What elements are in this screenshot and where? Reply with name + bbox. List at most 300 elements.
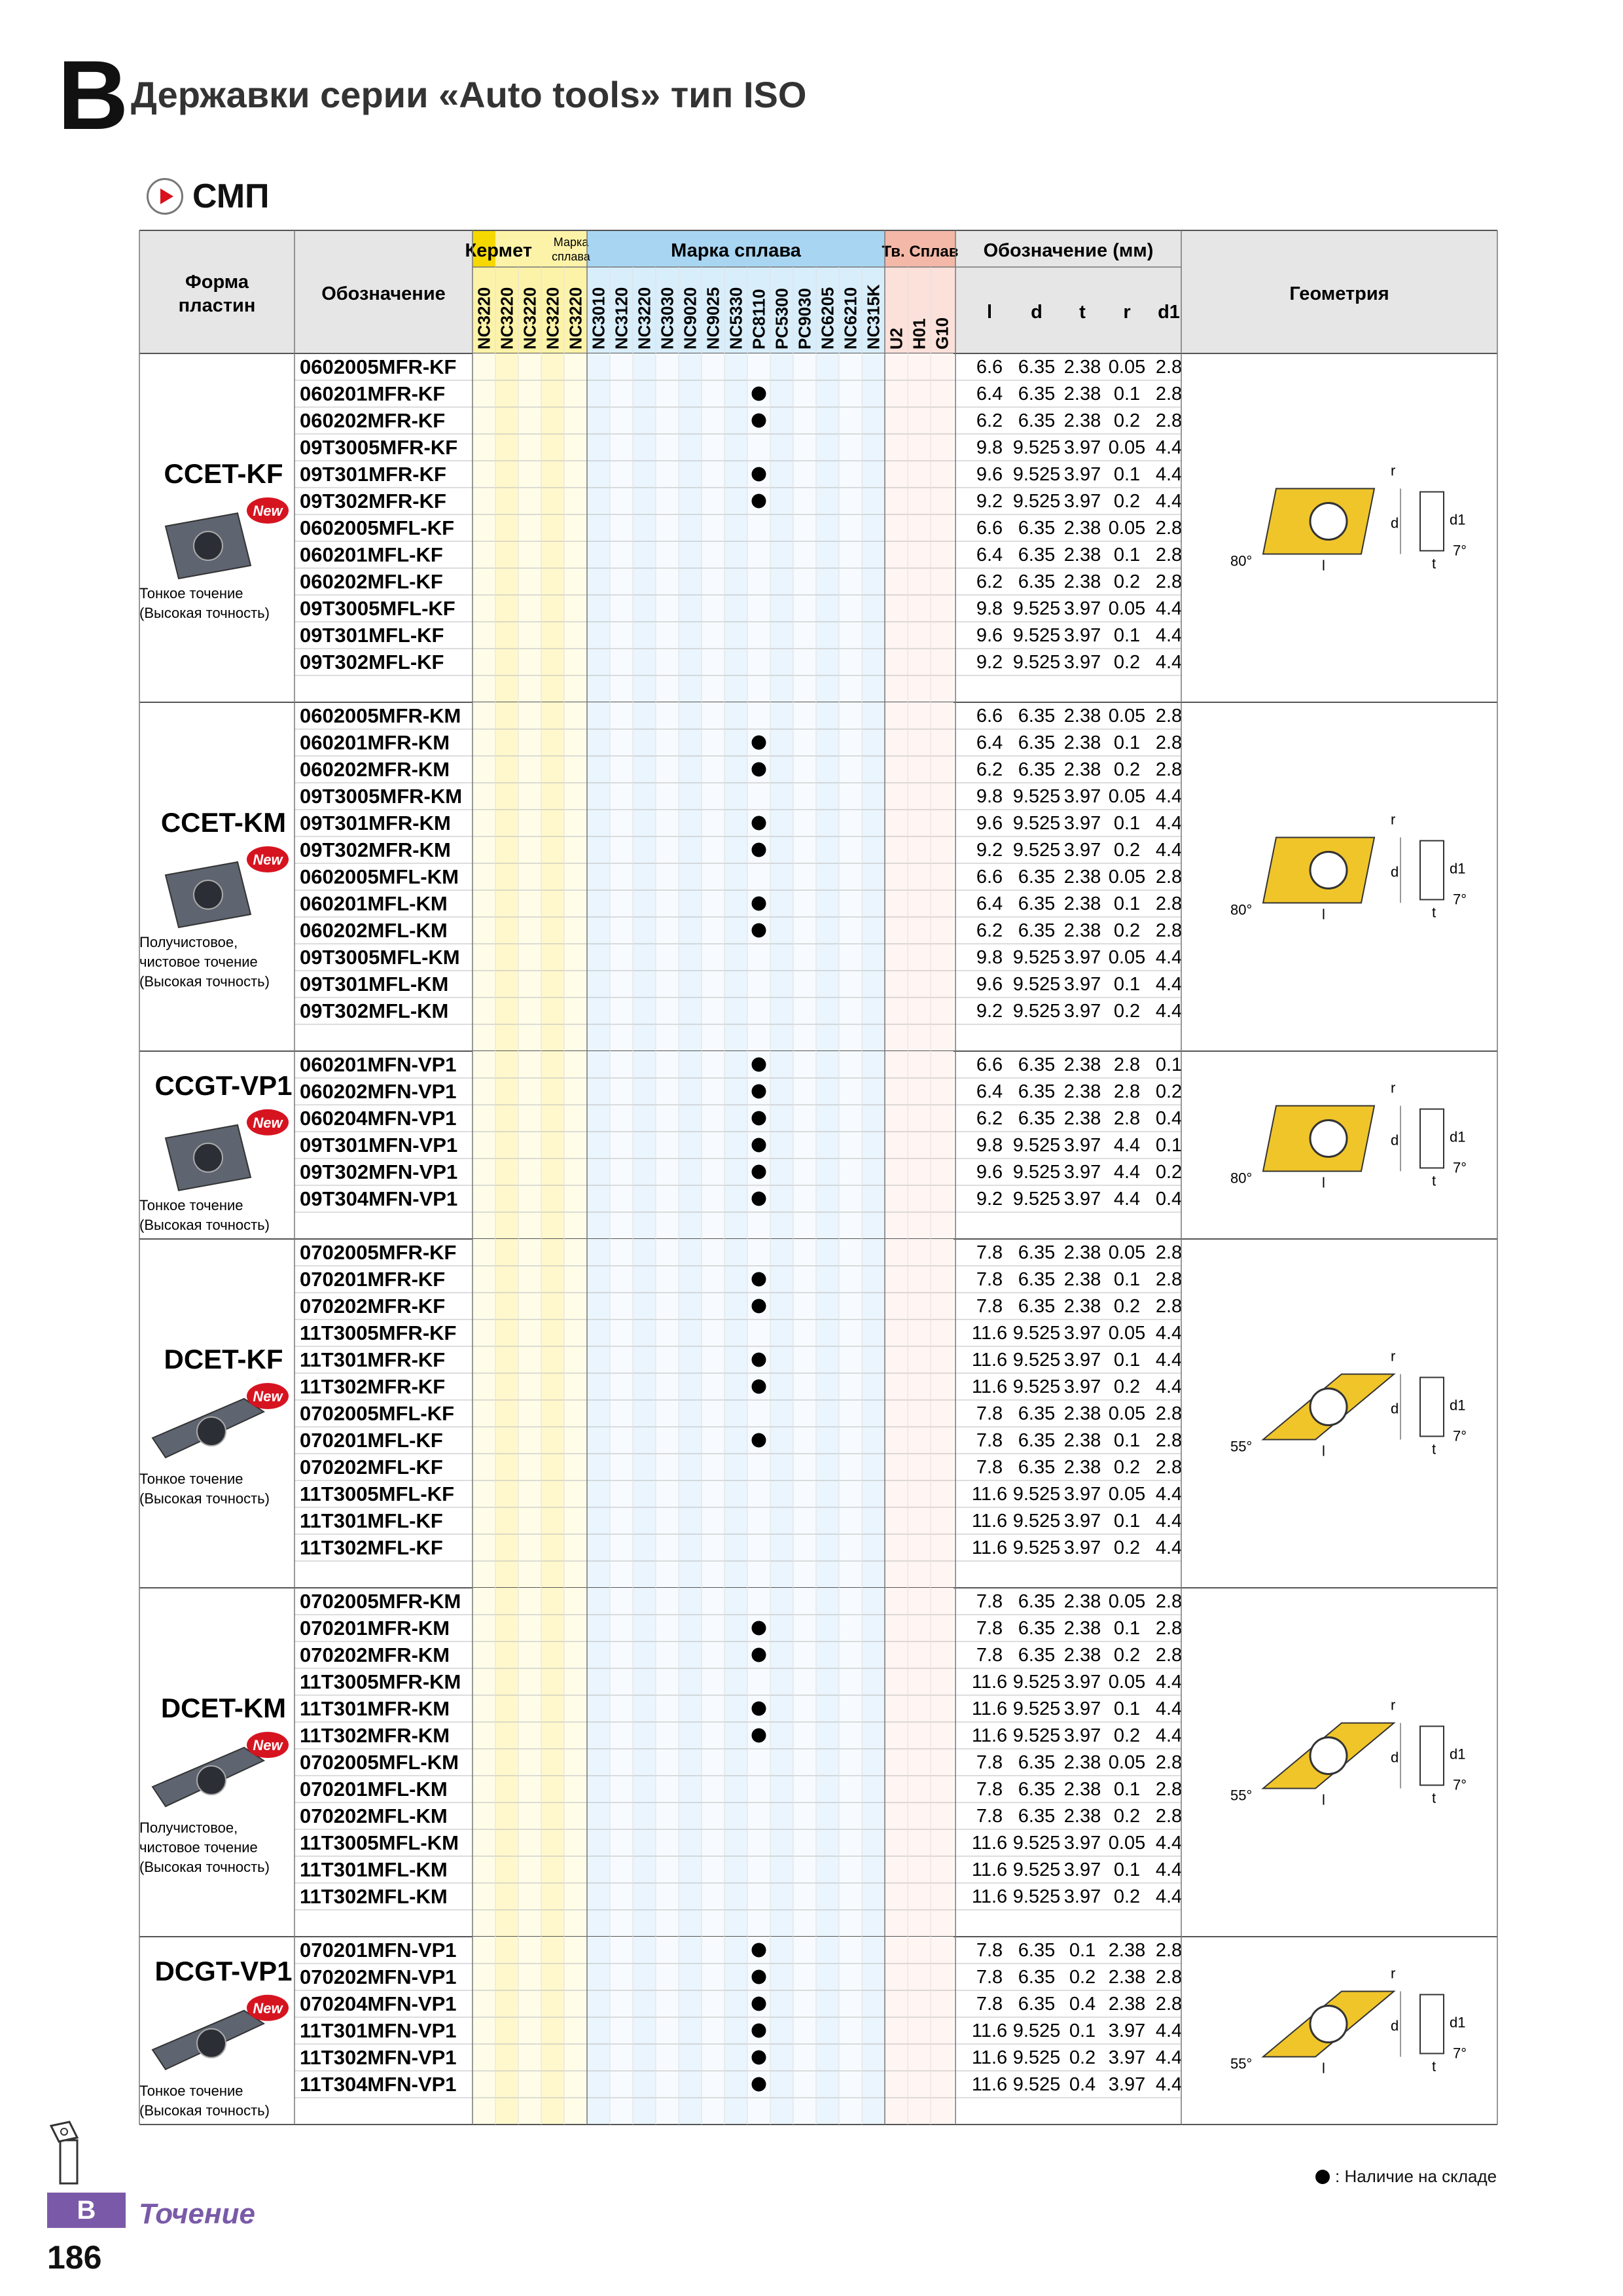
dim-value: 6.6 xyxy=(976,1054,1003,1075)
designation-code: 0702005MFL-KF xyxy=(300,1402,455,1425)
dim-value: 6.35 xyxy=(1018,920,1056,941)
grade-column-bg xyxy=(885,1051,908,1239)
usage-description: (Высокая точность) xyxy=(139,605,270,621)
dim-value: 2.8 xyxy=(1155,1752,1183,1773)
dim-value: 9.525 xyxy=(1012,652,1061,673)
dim-value: 11.6 xyxy=(971,1859,1008,1880)
dim-value: 3.97 xyxy=(1063,1833,1101,1854)
designation-code: 11T3005MFL-KF xyxy=(300,1482,455,1505)
dim-value: 4.4 xyxy=(1155,1376,1183,1397)
dim-value: 7.8 xyxy=(976,1967,1003,1988)
grade-column-bg xyxy=(816,1937,839,2125)
new-badge-text: New xyxy=(253,1388,283,1405)
dim-value: 0.05 xyxy=(1108,598,1146,619)
dim-value: 2.38 xyxy=(1063,1403,1101,1424)
geometry-hole xyxy=(1310,1738,1347,1774)
designation-code: 070201MFR-KM xyxy=(300,1617,450,1640)
grade-column-bg xyxy=(862,353,885,702)
grade-column-bg xyxy=(541,702,564,1051)
designation-code: 09T3005MFR-KM xyxy=(300,785,463,808)
dim-value: 0.4 xyxy=(1155,1108,1183,1129)
designation-code: 11T304MFN-VP1 xyxy=(300,2073,457,2096)
dim-value: 9.2 xyxy=(976,491,1003,512)
dim-value: 2.8 xyxy=(1155,384,1183,404)
grade-column-bg xyxy=(473,1051,495,1239)
dim-value: 0.1 xyxy=(1113,1779,1141,1800)
grade-column-bg xyxy=(724,1051,747,1239)
grade-column-bg xyxy=(793,353,816,702)
dim-value: 0.2 xyxy=(1113,491,1141,512)
insert-shape-name: CCET-KM xyxy=(160,807,287,838)
designation-code: 09T302MFL-KM xyxy=(300,999,449,1022)
stock-legend xyxy=(1315,2166,1497,2187)
designation-code: 09T302MFL-KF xyxy=(300,651,444,673)
geo-angle-7: 7° xyxy=(1453,542,1467,559)
grade-column-bg xyxy=(793,1239,816,1588)
dim-value: 4.4 xyxy=(1155,1833,1183,1854)
grade-column-bg xyxy=(518,353,541,702)
stock-dot xyxy=(752,387,766,401)
dim-value: 3.97 xyxy=(1063,1859,1101,1880)
grade-column-bg xyxy=(610,1239,633,1588)
dim-value: 2.8 xyxy=(1155,1242,1183,1263)
grade-column-bg xyxy=(816,1588,839,1937)
dim-value: 9.525 xyxy=(1012,491,1061,512)
grade-label: PC9030 xyxy=(794,288,815,350)
grade-column-bg xyxy=(908,1588,931,1937)
alloy-small-header: сплава xyxy=(552,250,590,263)
dim-value: 0.05 xyxy=(1108,1323,1146,1344)
designation-code: 09T3005MFL-KF xyxy=(300,597,455,620)
dim-value: 6.35 xyxy=(1018,1054,1056,1075)
dim-label-r: r xyxy=(1123,302,1131,323)
grade-column-bg xyxy=(931,1051,954,1239)
designation-code: 0602005MFR-KF xyxy=(300,355,457,378)
geo-r: r xyxy=(1391,462,1396,479)
grade-label: NC315K xyxy=(863,284,883,350)
dim-value: 6.35 xyxy=(1018,1242,1056,1263)
grade-label: NC5330 xyxy=(726,287,746,350)
designation-code: 11T3005MFR-KF xyxy=(300,1321,457,1344)
grade-column-bg xyxy=(541,1051,564,1239)
dim-value: 6.4 xyxy=(976,1081,1003,1102)
dim-value: 9.6 xyxy=(976,974,1003,995)
dim-value: 0.2 xyxy=(1113,840,1141,861)
dim-value: 9.2 xyxy=(976,1189,1003,1210)
grade-column-bg xyxy=(587,1937,610,2125)
grade-column-bg xyxy=(770,1588,793,1937)
dim-value: 2.38 xyxy=(1063,867,1101,888)
grade-column-bg xyxy=(633,353,656,702)
grade-column-bg xyxy=(816,1239,839,1588)
dim-value: 3.97 xyxy=(1063,947,1101,968)
dim-value: 0.2 xyxy=(1113,920,1141,941)
dim-value: 6.35 xyxy=(1018,1457,1056,1478)
stock-dot xyxy=(752,1970,766,1984)
dim-value: 0.2 xyxy=(1113,1537,1141,1558)
stock-dot xyxy=(752,1272,766,1287)
dim-value: 7.8 xyxy=(976,1457,1003,1478)
dim-value: 4.4 xyxy=(1155,1672,1183,1693)
grade-column-bg xyxy=(610,1588,633,1937)
dim-value: 3.97 xyxy=(1063,437,1101,458)
dim-value: 9.525 xyxy=(1012,464,1061,485)
designation-code: 11T301MFL-KM xyxy=(300,1858,448,1881)
grade-column-bg xyxy=(885,353,908,702)
geo-r: r xyxy=(1391,1696,1396,1713)
dim-value: 3.97 xyxy=(1063,1537,1101,1558)
dim-value: 11.6 xyxy=(971,1833,1008,1854)
stock-dot xyxy=(752,467,766,482)
geo-angle-7: 7° xyxy=(1453,891,1467,908)
grade-column-bg xyxy=(724,702,747,1051)
dim-value: 2.8 xyxy=(1155,1967,1183,1988)
dim-value: 0.05 xyxy=(1108,706,1146,726)
designation-code: 11T301MFR-KF xyxy=(300,1348,446,1371)
new-badge-text: New xyxy=(253,1737,283,1753)
dim-value: 6.2 xyxy=(976,920,1003,941)
dim-value: 3.97 xyxy=(1108,2074,1146,2095)
dim-value: 3.97 xyxy=(1063,1886,1101,1907)
stock-dot xyxy=(752,1380,766,1394)
dim-value: 11.6 xyxy=(971,2074,1008,2095)
dim-value: 6.35 xyxy=(1018,1994,1056,2015)
dim-value: 2.38 xyxy=(1063,1752,1101,1773)
stock-dot xyxy=(752,1085,766,1099)
grade-column-bg xyxy=(679,1239,702,1588)
grade-column-bg xyxy=(862,702,885,1051)
dim-value: 2.8 xyxy=(1155,893,1183,914)
dim-value: 6.35 xyxy=(1018,867,1056,888)
dim-value: 2.8 xyxy=(1155,1457,1183,1478)
dim-value: 0.1 xyxy=(1155,1054,1183,1075)
dim-value: 0.1 xyxy=(1113,625,1141,646)
designation-code: 11T302MFL-KM xyxy=(300,1885,448,1908)
dim-value: 2.38 xyxy=(1063,706,1101,726)
dim-value: 9.525 xyxy=(1012,437,1061,458)
geo-angle-7: 7° xyxy=(1453,1776,1467,1793)
grade-label: NC3030 xyxy=(657,287,677,350)
grade-column-bg xyxy=(885,1588,908,1937)
dim-value: 0.05 xyxy=(1108,1591,1146,1612)
designation-code: 060202MFL-KM xyxy=(300,919,448,942)
dim-value: 9.525 xyxy=(1012,1886,1061,1907)
dim-value: 4.4 xyxy=(1155,1698,1183,1719)
designation-code: 0702005MFR-KF xyxy=(300,1241,457,1264)
dim-value: 6.35 xyxy=(1018,571,1056,592)
dim-value: 6.35 xyxy=(1018,1269,1056,1290)
geometry-hole xyxy=(1310,2006,1347,2043)
grade-column-bg xyxy=(908,1239,931,1588)
dim-value: 6.35 xyxy=(1018,1108,1056,1129)
usage-description: (Высокая точность) xyxy=(139,973,270,990)
dim-value: 0.1 xyxy=(1155,1135,1183,1156)
grade-column-bg xyxy=(679,1588,702,1937)
grade-column-bg xyxy=(770,702,793,1051)
designation-code: 09T301MFR-KF xyxy=(300,463,446,486)
stock-dot xyxy=(752,924,766,938)
turning-tool-icon xyxy=(47,2121,93,2186)
grade-column-bg xyxy=(587,353,610,702)
geometry-side-view xyxy=(1420,1727,1444,1785)
geo-d: d xyxy=(1391,1400,1399,1417)
dim-value: 6.4 xyxy=(976,384,1003,404)
designation-code: 060201MFR-KM xyxy=(300,731,450,754)
grade-column-bg xyxy=(770,1239,793,1588)
geo-d1: d1 xyxy=(1450,1128,1466,1145)
dim-value: 0.2 xyxy=(1113,1001,1141,1022)
usage-description: (Высокая точность) xyxy=(139,1859,270,1875)
grade-column-bg xyxy=(862,1588,885,1937)
designation-code: 060202MFR-KF xyxy=(300,409,446,432)
dim-value: 6.35 xyxy=(1018,1403,1056,1424)
dim-value: 2.38 xyxy=(1063,545,1101,565)
stock-dot xyxy=(752,2051,766,2065)
grade-column-bg xyxy=(473,1937,495,2125)
grade-column-bg xyxy=(564,1051,587,1239)
grade-column-bg xyxy=(793,1588,816,1937)
dim-value: 2.8 xyxy=(1155,1403,1183,1424)
dim-value: 2.38 xyxy=(1063,920,1101,941)
dim-value: 3.97 xyxy=(1063,1135,1101,1156)
dim-value: 11.6 xyxy=(971,2047,1008,2068)
dim-value: 2.38 xyxy=(1063,759,1101,780)
grade-column-bg xyxy=(908,1051,931,1239)
grade-column-bg xyxy=(885,1239,908,1588)
dim-value: 6.35 xyxy=(1018,410,1056,431)
designation-code: 060201MFL-KM xyxy=(300,892,448,915)
dim-value: 0.05 xyxy=(1108,1403,1146,1424)
dim-value: 0.05 xyxy=(1108,947,1146,968)
grade-label: NC9025 xyxy=(703,287,723,350)
dim-value: 9.525 xyxy=(1012,1698,1061,1719)
dim-value: 2.38 xyxy=(1063,571,1101,592)
dim-value: 3.97 xyxy=(1063,1376,1101,1397)
geo-angle-7: 7° xyxy=(1453,2045,1467,2062)
grade-column-bg xyxy=(793,702,816,1051)
designation-code: 09T301MFL-KM xyxy=(300,973,449,996)
geo-angle-7: 7° xyxy=(1453,1159,1467,1176)
dim-value: 9.525 xyxy=(1012,2047,1061,2068)
stock-dot xyxy=(752,1648,766,1662)
grade-column-bg xyxy=(816,1051,839,1239)
grade-column-bg xyxy=(610,1937,633,2125)
grade-column-bg xyxy=(793,1937,816,2125)
geometry-side-view xyxy=(1420,1109,1444,1168)
dim-value: 0.4 xyxy=(1069,1994,1096,2015)
designation-code: 070201MFN-VP1 xyxy=(300,1939,457,1962)
grade-column-bg xyxy=(495,1051,518,1239)
grade-column-bg xyxy=(702,1239,724,1588)
grade-label: NC6210 xyxy=(840,287,861,350)
geo-l: l xyxy=(1322,1791,1325,1808)
dim-value: 2.8 xyxy=(1155,706,1183,726)
dim-value: 9.525 xyxy=(1012,1162,1061,1183)
dim-value: 7.8 xyxy=(976,1645,1003,1666)
stock-dot xyxy=(752,414,766,428)
geometry-hole xyxy=(1310,852,1347,889)
dim-value: 2.8 xyxy=(1113,1054,1141,1075)
grade-label: NC3220 xyxy=(634,287,654,350)
insert-shape-name: DCET-KF xyxy=(164,1344,283,1374)
dim-value: 4.4 xyxy=(1155,840,1183,861)
grade-column-bg xyxy=(908,353,931,702)
grade-column-bg xyxy=(724,1239,747,1588)
dim-value: 2.8 xyxy=(1155,1645,1183,1666)
dim-value: 0.05 xyxy=(1108,867,1146,888)
dim-value: 6.4 xyxy=(976,893,1003,914)
designation-code: 070202MFR-KM xyxy=(300,1643,450,1666)
geometry-hole xyxy=(1310,1121,1347,1157)
dim-value: 0.1 xyxy=(1113,1618,1141,1639)
designation-code: 09T301MFN-VP1 xyxy=(300,1134,458,1157)
dim-value: 0.2 xyxy=(1113,410,1141,431)
dim-value: 11.6 xyxy=(971,1672,1008,1693)
dim-value: 0.1 xyxy=(1113,813,1141,834)
grade-column-bg xyxy=(633,1239,656,1588)
dim-value: 0.2 xyxy=(1113,1457,1141,1478)
dim-value: 2.8 xyxy=(1155,410,1183,431)
dim-value: 9.525 xyxy=(1012,974,1061,995)
geo-l: l xyxy=(1322,1174,1325,1191)
designation-code: 09T3005MFR-KF xyxy=(300,436,458,459)
alloy-small-header: Марка xyxy=(553,236,589,249)
dim-value: 4.4 xyxy=(1155,974,1183,995)
geo-corner-angle: 80° xyxy=(1230,1170,1253,1187)
dim-value: 9.525 xyxy=(1012,1537,1061,1558)
insert-shape-name: DCET-KM xyxy=(160,1693,287,1723)
insert-hole xyxy=(194,531,223,560)
dim-value: 3.97 xyxy=(1063,840,1101,861)
grade-column-bg xyxy=(770,353,793,702)
dim-value: 4.4 xyxy=(1113,1189,1141,1210)
dim-value: 6.6 xyxy=(976,706,1003,726)
dim-value: 0.05 xyxy=(1108,357,1146,378)
dim-value: 2.38 xyxy=(1063,1806,1101,1827)
grade-column-bg xyxy=(587,1239,610,1588)
dim-value: 3.97 xyxy=(1063,1672,1101,1693)
dim-value: 11.6 xyxy=(971,1376,1008,1397)
dim-value: 4.4 xyxy=(1155,652,1183,673)
dim-value: 0.2 xyxy=(1113,1296,1141,1317)
dim-value: 2.8 xyxy=(1155,867,1183,888)
grade-column-bg xyxy=(541,353,564,702)
grade-column-bg xyxy=(633,702,656,1051)
dim-value: 6.35 xyxy=(1018,1752,1056,1773)
designation-code: 070202MFL-KM xyxy=(300,1804,448,1827)
dim-value: 0.4 xyxy=(1069,2074,1096,2095)
designation-code: 11T302MFN-VP1 xyxy=(300,2046,457,2069)
designation-code: 070201MFL-KM xyxy=(300,1778,448,1801)
dim-value: 0.1 xyxy=(1113,1350,1141,1371)
insert-hole xyxy=(197,2029,226,2058)
grade-column-bg xyxy=(495,702,518,1051)
dim-value: 0.1 xyxy=(1113,732,1141,753)
dim-value: 7.8 xyxy=(976,1752,1003,1773)
grade-column-bg xyxy=(656,702,679,1051)
grade-column-bg xyxy=(541,1588,564,1937)
dim-value: 6.35 xyxy=(1018,893,1056,914)
dim-value: 0.2 xyxy=(1113,1725,1141,1746)
dim-value: 2.38 xyxy=(1063,1108,1101,1129)
dim-value: 9.2 xyxy=(976,652,1003,673)
dim-value: 2.8 xyxy=(1155,1940,1183,1961)
dim-value: 11.6 xyxy=(971,1725,1008,1746)
dim-value: 9.525 xyxy=(1012,598,1061,619)
grade-column-bg xyxy=(747,702,770,1051)
new-badge-text: New xyxy=(253,1114,283,1131)
dim-value: 2.38 xyxy=(1063,1242,1101,1263)
usage-description: Получистовое, xyxy=(139,934,238,950)
stock-dot xyxy=(752,1165,766,1179)
dim-value: 2.8 xyxy=(1155,759,1183,780)
dim-value: 3.97 xyxy=(1063,652,1101,673)
dim-value: 6.35 xyxy=(1018,518,1056,539)
dim-value: 0.2 xyxy=(1113,652,1141,673)
dim-value: 2.38 xyxy=(1063,1618,1101,1639)
dim-value: 6.2 xyxy=(976,571,1003,592)
grade-column-bg xyxy=(564,1239,587,1588)
dim-value: 6.35 xyxy=(1018,1967,1056,1988)
dim-label-l: l xyxy=(986,302,993,323)
grade-column-bg xyxy=(702,1051,724,1239)
dim-value: 2.38 xyxy=(1063,1430,1101,1451)
dim-value: 7.8 xyxy=(976,1806,1003,1827)
dim-value: 9.525 xyxy=(1012,1001,1061,1022)
geo-d: d xyxy=(1391,863,1399,880)
dim-value: 9.8 xyxy=(976,1135,1003,1156)
dim-value: 3.97 xyxy=(1063,1698,1101,1719)
dim-value: 3.97 xyxy=(1063,1323,1101,1344)
grade-label: NC3220 xyxy=(497,287,517,350)
grade-column-bg xyxy=(839,1937,862,2125)
dim-value: 7.8 xyxy=(976,1940,1003,1961)
geo-d: d xyxy=(1391,2017,1399,2034)
grade-column-bg xyxy=(931,702,954,1051)
grade-column-bg xyxy=(702,353,724,702)
dim-value: 2.38 xyxy=(1063,893,1101,914)
stock-dot xyxy=(752,816,766,831)
dim-value: 7.8 xyxy=(976,1296,1003,1317)
dim-value: 9.8 xyxy=(976,437,1003,458)
designation-code: 060201MFL-KF xyxy=(300,543,443,566)
grade-label: PC8110 xyxy=(749,289,769,350)
geo-angle-7: 7° xyxy=(1453,1427,1467,1444)
stock-dot xyxy=(752,1353,766,1367)
dim-value: 0.05 xyxy=(1108,1672,1146,1693)
dim-value: 9.525 xyxy=(1012,840,1061,861)
dim-value: 2.38 xyxy=(1063,357,1101,378)
dim-value: 2.8 xyxy=(1155,1618,1183,1639)
grade-column-bg xyxy=(679,353,702,702)
subheader-label: СМП xyxy=(192,177,270,215)
geo-l: l xyxy=(1322,2060,1325,2077)
grade-label: G10 xyxy=(932,317,952,350)
dim-value: 0.05 xyxy=(1108,1484,1146,1505)
dim-value: 11.6 xyxy=(971,1886,1008,1907)
dim-value: 7.8 xyxy=(976,1269,1003,1290)
geo-t: t xyxy=(1432,1789,1436,1806)
shape-header: пластин xyxy=(178,295,256,316)
dim-value: 6.6 xyxy=(976,867,1003,888)
grade-column-bg xyxy=(839,702,862,1051)
dim-value: 2.38 xyxy=(1063,1296,1101,1317)
designation-code: 0602005MFL-KM xyxy=(300,865,459,888)
dim-value: 9.6 xyxy=(976,813,1003,834)
usage-description: Тонкое точение xyxy=(139,1471,243,1487)
dim-value: 7.8 xyxy=(976,1242,1003,1263)
geometry-side-view xyxy=(1420,1995,1444,2054)
